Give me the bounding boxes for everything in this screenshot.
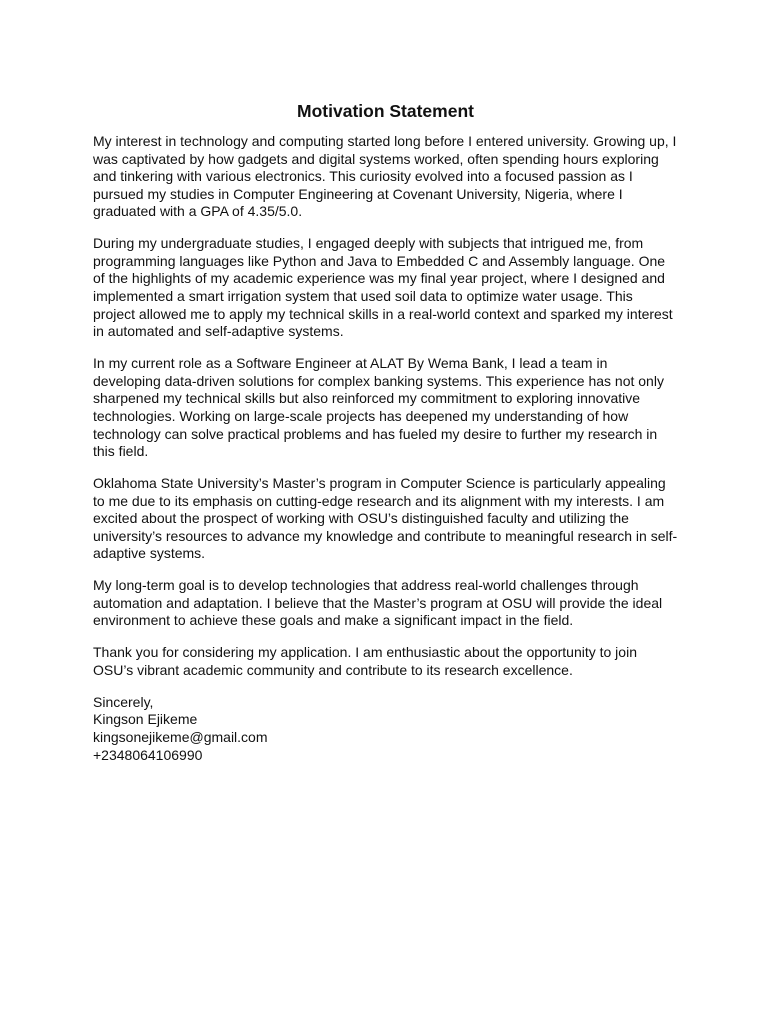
signer-email: kingsonejikeme@gmail.com [93,729,268,745]
document-body [93,100,678,764]
closing-salutation: Sincerely, [93,693,154,710]
paragraph-thank-you: Thank you for considering my application. I am enthusiastic about the opportunity to join OSU’s vibrant academic community and contribute to its research excellence. [93,644,637,678]
paragraph-current-role: In my current role as a Software Engineer at ALAT By Wema Bank, I lead a team in developing data-driven solutions for complex banking systems. This experience has not only sharpened my technical skills but also reinforced my commitment to exploring innovative technologies. Working on large-scale projects has deepened my understanding of how technology can solve practical problems and has fueled my desire to further my research in this field. [93,355,664,460]
paragraph-background: My interest in technology and computing started long before I entered university. Growing up, I was captivated by how gadgets and digital systems worked, often spending hours exploring and tinkering with various electronics. This curiosity evolved into a focused passion as I pursued my studies in Computer Engineering at Covenant University, Nigeria, where I graduated with a GPA of 4.35/5.0. [93,133,677,220]
signer-name: Kingson Ejikeme [93,711,198,728]
paragraph-program-interest: Oklahoma State University’s Master’s program in Computer Science is particularly appealing to me due to its emphasis on cutting-edge research and its alignment with my interests. I am excited about the prospect of working with OSU’s distinguished faculty and utilizing the university’s resources to advance my knowledge and contribute to meaningful research in self-adaptive systems. [93,474,678,562]
paragraph-long-term-goal: My long-term goal is to develop technologies that address real-world challenges through automation and adaptation. I believe that the Master’s program at OSU will provide the ideal environment to achieve these goals and make a significant impact in the field. [93,577,663,629]
page-title: Motivation Statement [297,101,474,121]
paragraph-undergraduate: During my undergraduate studies, I engaged deeply with subjects that intrigued me, from programming languages like Python and Java to Embedded C and Assembly language. One of the highlights of my academic experience was my final year project, where I designed and implemented a smart irrigation system that used soil data to optimize water usage. This project allowed me to apply my technical skills in a real-world context and sparked my interest in automated and self-adaptive systems. [93,235,673,340]
closing-block [93,694,678,764]
signer-phone: +2348064106990 [93,746,203,763]
